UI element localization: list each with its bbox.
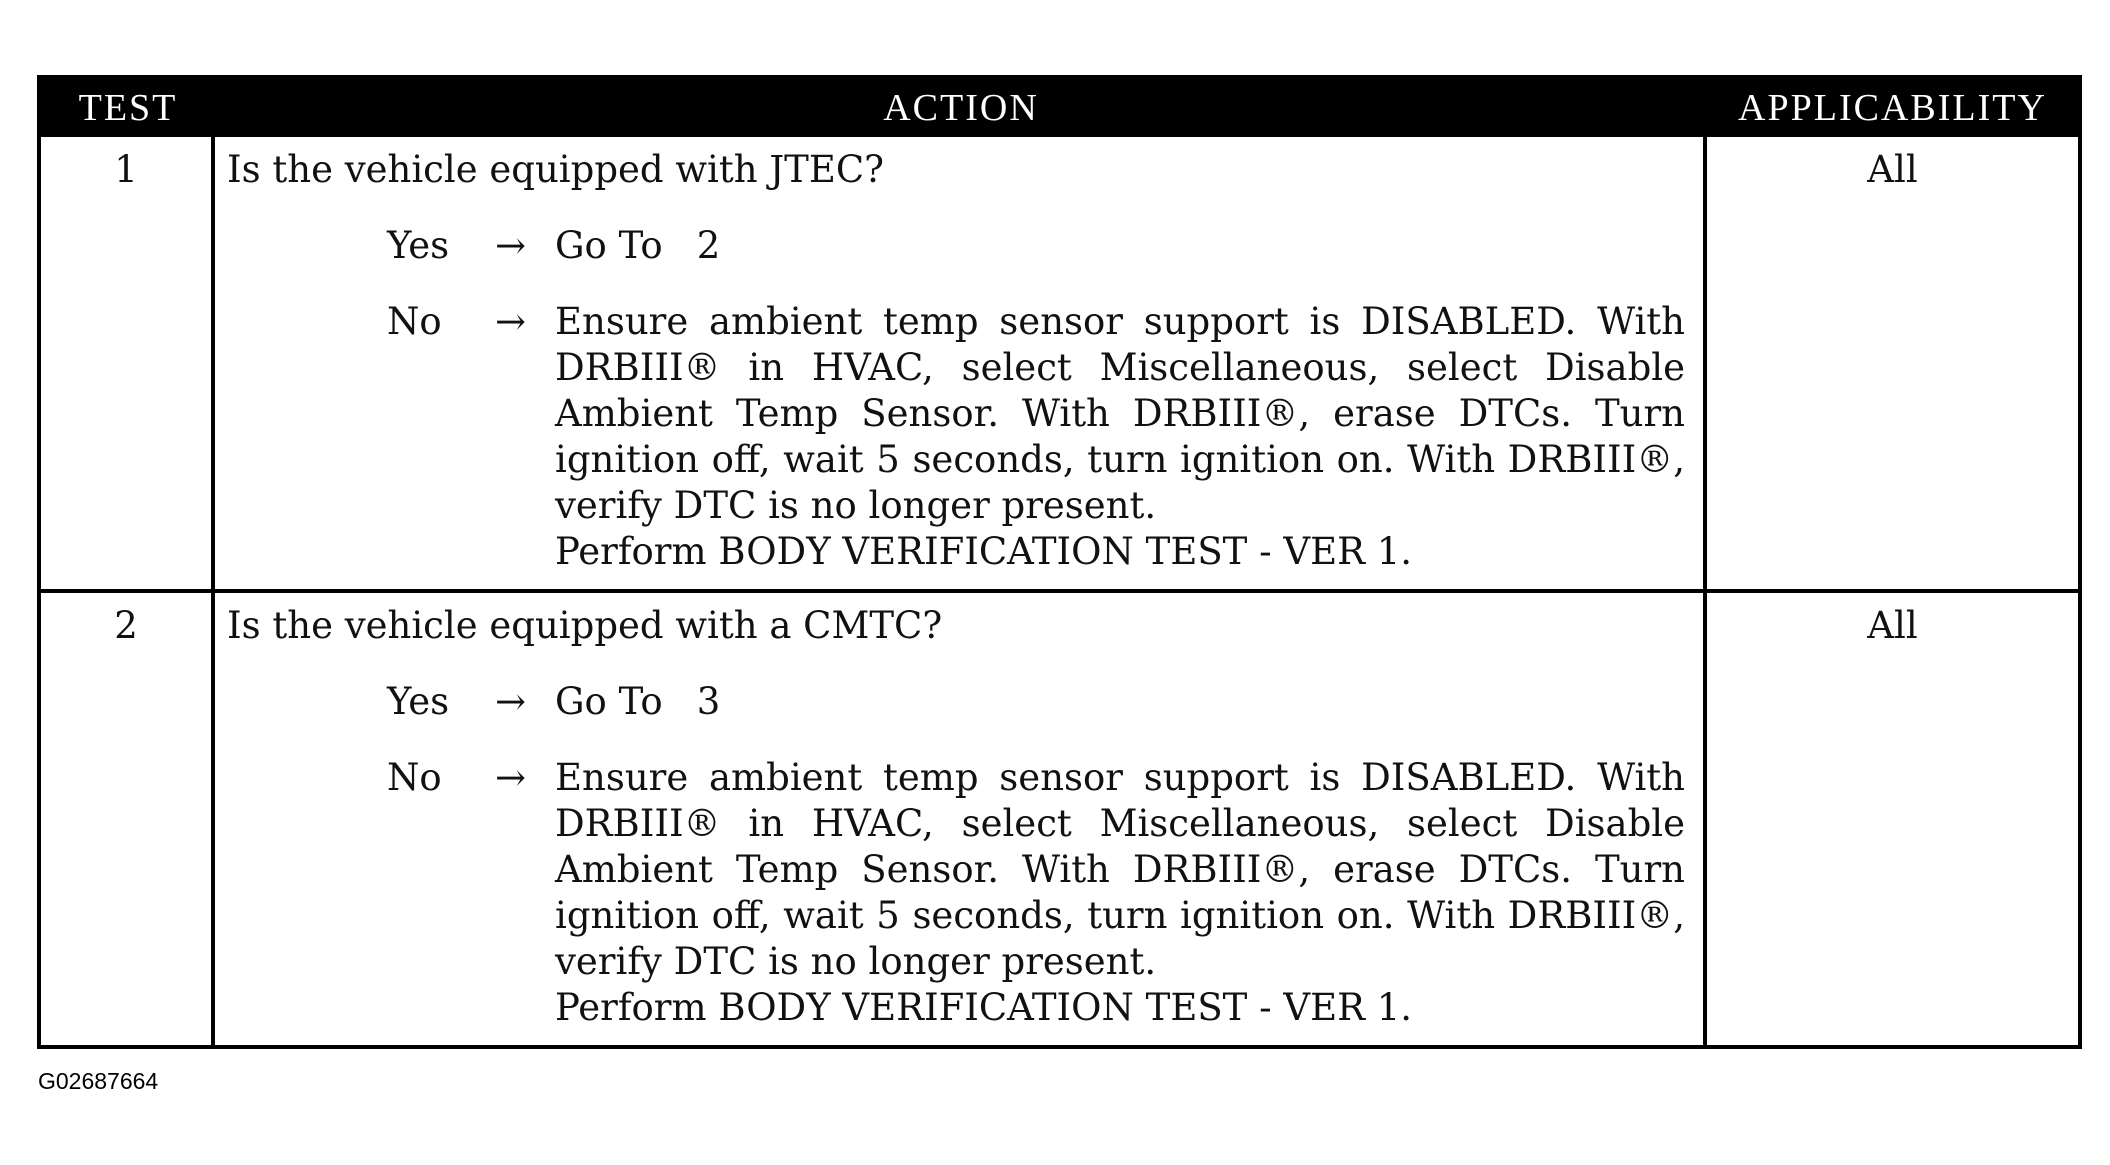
no-action — [555, 755, 1685, 1031]
no-action-text: Ensure ambient temp sensor support is DISABLED. With DRBIII® in HVAC, select Miscellaneous, select Disable Ambient Temp Sensor. With DRBIII®, erase DTCs. Turn ignition off, wait 5 seconds, turn ignition on. With DRBIII®, verify DTC is no longer present. — [555, 300, 1685, 527]
yes-label: Yes — [387, 680, 450, 723]
test-number: 1 — [41, 137, 215, 589]
header-action: ACTION — [883, 87, 1039, 129]
arrow-icon: → — [495, 224, 527, 267]
arrow-icon: → — [495, 756, 527, 799]
table-row — [41, 589, 2078, 1045]
goto-label: Go To — [555, 224, 663, 267]
header-applicability: APPLICABILITY — [1738, 87, 2047, 129]
header-test: TEST — [78, 87, 178, 129]
no-action-text: Ensure ambient temp sensor support is DISABLED. With DRBIII® in HVAC, select Miscellaneous, select Disable Ambient Temp Sensor. With DRBIII®, erase DTCs. Turn ignition off, wait 5 seconds, turn ignition on. With DRBIII®, verify DTC is no longer present. — [555, 756, 1685, 983]
yes-branch — [227, 223, 1691, 269]
goto-label: Go To — [555, 680, 663, 723]
table-header — [41, 79, 2078, 137]
test-question: Is the vehicle equipped with JTEC? — [227, 148, 884, 191]
no-branch — [227, 755, 1691, 1031]
table-row — [41, 137, 2078, 589]
yes-label: Yes — [387, 224, 450, 267]
figure-id: G02687664 — [38, 1068, 159, 1094]
yes-branch — [227, 679, 1691, 725]
applicability-value: All — [1867, 604, 1918, 647]
goto-number: 2 — [696, 224, 721, 267]
no-branch — [227, 299, 1691, 575]
applicability-value: All — [1867, 148, 1918, 191]
arrow-icon: → — [495, 680, 527, 723]
no-label: No — [387, 756, 442, 799]
no-action — [555, 299, 1685, 575]
arrow-icon: → — [495, 300, 527, 343]
action-cell — [215, 593, 1707, 1045]
test-question: Is the vehicle equipped with a CMTC? — [227, 604, 943, 647]
yes-action — [555, 679, 1685, 725]
perform-instruction: Perform BODY VERIFICATION TEST - VER 1. — [555, 986, 1413, 1029]
goto-number: 3 — [696, 680, 721, 723]
perform-instruction: Perform BODY VERIFICATION TEST - VER 1. — [555, 530, 1413, 573]
no-label: No — [387, 300, 442, 343]
diagnostic-test-table — [37, 75, 2082, 1049]
action-cell — [215, 137, 1707, 589]
test-number: 2 — [41, 593, 215, 1045]
yes-action — [555, 223, 1685, 269]
